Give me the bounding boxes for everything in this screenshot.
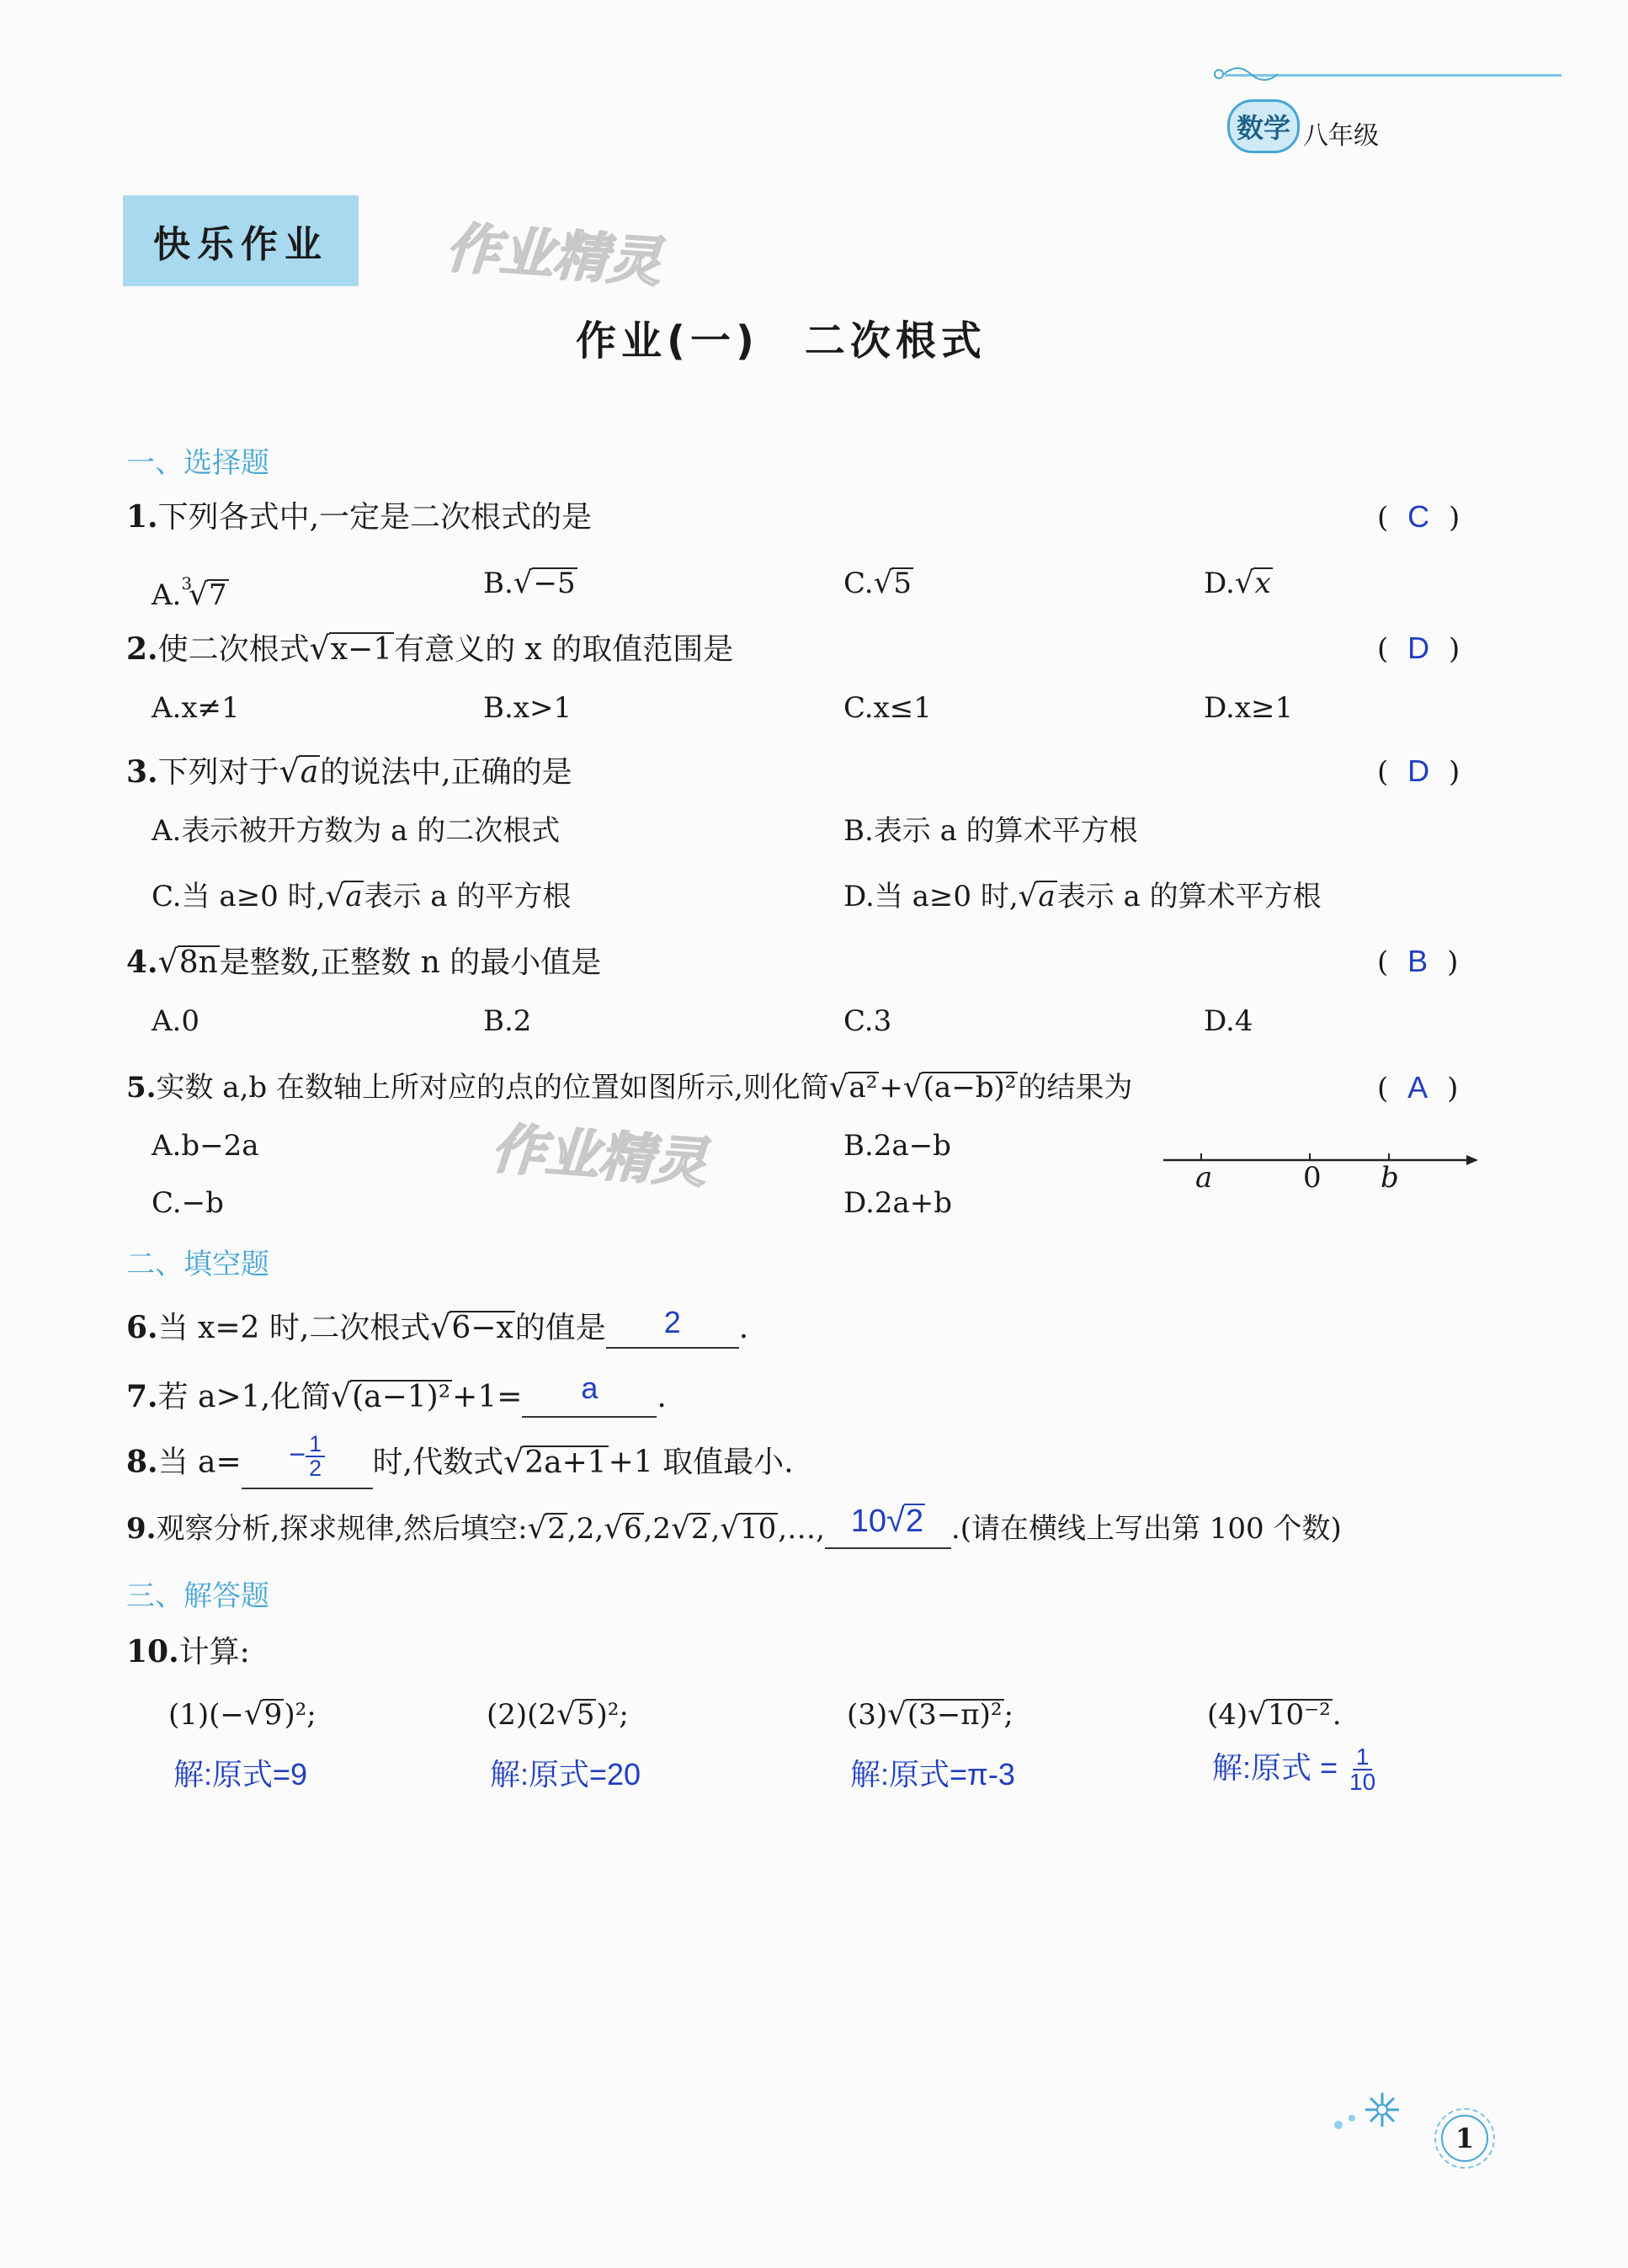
flower-ornament-icon	[1322, 2084, 1431, 2143]
option-d: D.√x	[1204, 566, 1271, 600]
axis-label-zero: 0	[1303, 1161, 1322, 1195]
question-7: 7.若 a>1,化简√(a−1)²+1= a .	[126, 1377, 667, 1418]
section-heading-fill: 二、填空题	[126, 1248, 269, 1281]
watermark: 作业精灵	[489, 1118, 709, 1195]
question-number: 1.	[126, 499, 158, 535]
option-a: A.表示被开方数为 a 的二次根式	[152, 814, 561, 848]
answer-blank[interactable]: a	[522, 1378, 657, 1418]
option-c: C.当 a≥0 时,√a表示 a 的平方根	[152, 879, 572, 913]
option-c: C.x≤1	[843, 691, 932, 725]
question-3: 3.下列对于√a的说法中,正确的是	[126, 753, 572, 790]
watermark: 作业精灵	[444, 217, 663, 295]
question-5: 5.实数 a,b 在数轴上所对应的点的位置如图所示,则化简√a²+√(a−b)²的结果为	[126, 1070, 1133, 1105]
answer-blank[interactable]: 10√2	[825, 1509, 951, 1549]
option-a: A.b−2a	[152, 1129, 259, 1163]
option-a: A.x≠1	[152, 691, 240, 725]
section-banner	[123, 195, 359, 286]
header-ornament-icon	[1212, 62, 1313, 96]
question-4: 4.√8n是整数,正整数 n 的最小值是	[126, 943, 602, 980]
option-d: D.x≥1	[1204, 691, 1294, 725]
question-2: 2.使二次根式√x−1有意义的 x 的取值范围是	[126, 630, 734, 667]
answer-bracket-4: ( B )	[1377, 944, 1459, 979]
answer-bracket-3: ( D )	[1377, 753, 1460, 789]
option-d: D.当 a≥0 时,√a表示 a 的算术平方根	[843, 879, 1322, 913]
section-heading-choice: 一、选择题	[126, 446, 269, 480]
section-heading-solve: 三、解答题	[126, 1579, 269, 1613]
option-b: B.2a−b	[843, 1129, 951, 1163]
question-text: 下列各式中,一定是二次根式的是	[157, 500, 593, 535]
subquestion-1: (1)(−√9)²;	[168, 1697, 317, 1732]
solution-1: 解:原式=9	[173, 1757, 308, 1792]
option-d: D.2a+b	[843, 1186, 953, 1220]
answer-bracket-1: ( C )	[1377, 499, 1460, 535]
option-b: B.x>1	[483, 691, 572, 725]
subject-label: 数学	[1236, 112, 1290, 144]
banner-label: 快乐作业	[153, 223, 328, 266]
question-1	[126, 498, 592, 536]
subject-badge	[1227, 99, 1300, 153]
answer-blank[interactable]: 2	[606, 1309, 739, 1349]
question-10: 10.计算:	[126, 1634, 250, 1669]
subquestion-4: (4)√10⁻².	[1207, 1697, 1342, 1732]
choice-answer: C	[1407, 499, 1430, 534]
option-c: C.√5	[843, 566, 912, 600]
option-b: B.表示 a 的算术平方根	[843, 814, 1138, 848]
solution-3: 解:原式=π-3	[850, 1757, 1015, 1792]
option-a: A.0	[152, 1004, 200, 1038]
option-c: C.−b	[152, 1186, 224, 1220]
axis-label-a: a	[1195, 1161, 1213, 1195]
option-a: A.$^3$√7	[152, 573, 227, 612]
page-number-badge	[1434, 2108, 1495, 2169]
axis-label-b: b	[1381, 1161, 1399, 1195]
subquestion-2: (2)(2√5)²;	[487, 1697, 629, 1732]
option-b: B.√−5	[483, 566, 576, 600]
grade-label: 八年级	[1303, 121, 1379, 151]
answer-bracket-5: ( A )	[1377, 1070, 1459, 1105]
page-number: 1	[1455, 2122, 1475, 2154]
option-d: D.4	[1204, 1004, 1253, 1038]
subquestion-3: (3)√(3−π)²;	[847, 1697, 1014, 1732]
question-6: 6.当 x=2 时,二次根式√6−x的值是 2 .	[126, 1308, 748, 1349]
answer-bracket-2: ( D )	[1377, 631, 1460, 666]
answer-blank[interactable]: − $\frac{1}{2}$	[242, 1441, 373, 1489]
question-8: 8.当 a= − $\frac{1}{2}$ 时,代数式√2a+1+1 取值最小.	[126, 1441, 794, 1489]
page-title: 作业(一) 二次根式	[576, 317, 987, 365]
question-9: 9.观察分析,探求规律,然后填空:√2,2,√6,2√2,√10,…, 10√2 .(请在横线上写出第 100 个数)	[126, 1509, 1342, 1549]
solution-2: 解:原式=20	[490, 1757, 641, 1792]
option-b: B.2	[483, 1004, 532, 1038]
solution-4: 解:原式 = $\frac{1}{10}$	[1212, 1744, 1376, 1796]
option-c: C.3	[843, 1004, 892, 1038]
